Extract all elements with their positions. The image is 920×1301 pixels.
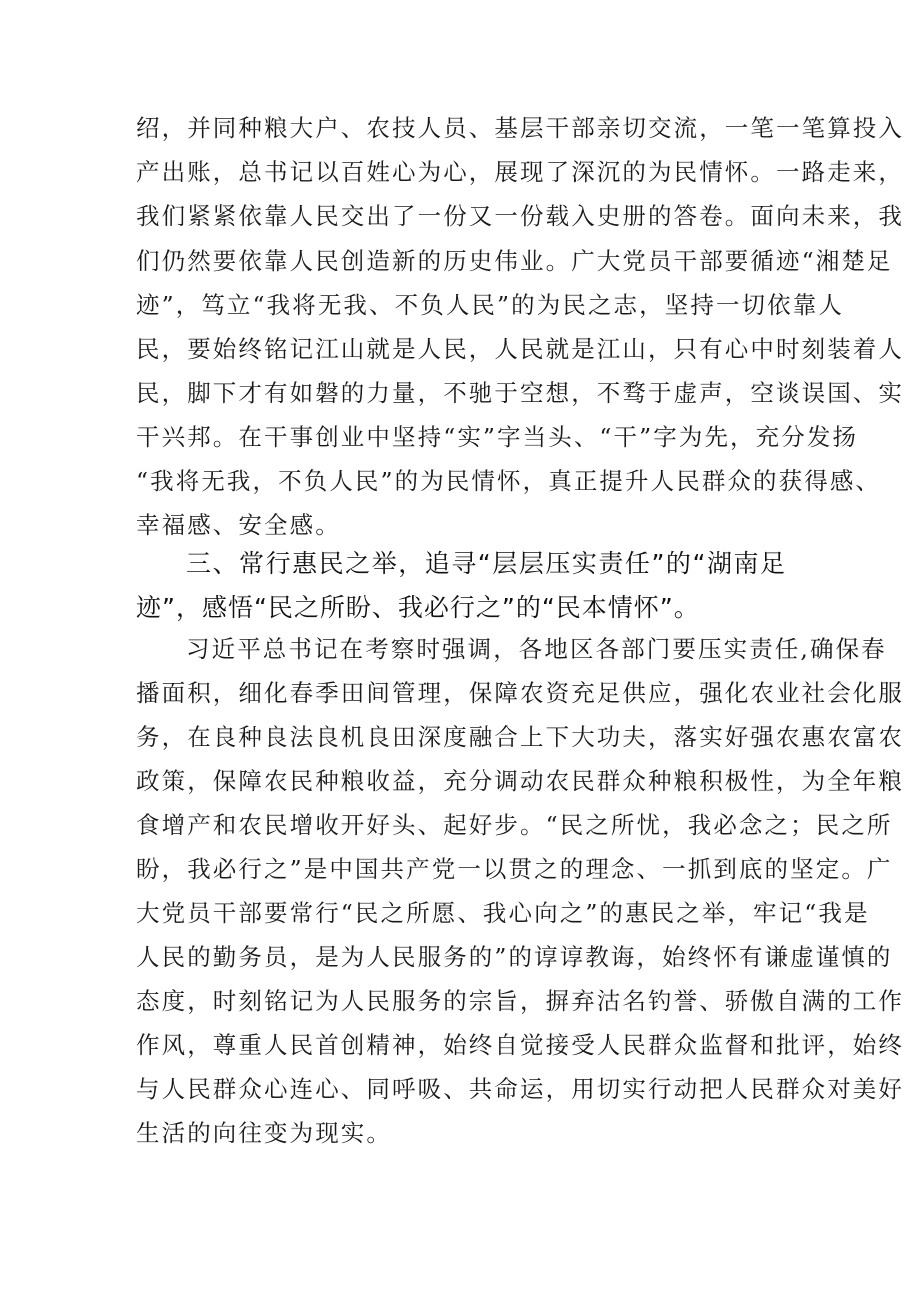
text-line: 生活的向往变为现实。 [136,1119,392,1147]
heading-line: 三、常行惠民之举，追寻“层层压实责任”的“湖南足 [186,549,786,578]
text-line: 态度，时刻铭记为人民服务的宗旨，摒弃沽名钓誉、骄傲自满的工作 [136,987,904,1015]
text-line: 们仍然要依靠人民创造新的历史伟业。广大党员干部要循迹“湘楚足 [136,247,893,275]
text-line: 干兴邦。在干事创业中坚持“实”字当头、“干”字为先，充分发扬 [136,423,859,451]
text-line: 食增产和农民增收开好头、起好步。“民之所忧，我必念之；民之所 [136,811,893,839]
text-line: 盼，我必行之”是中国共产党一以贯之的理念、一抓到底的坚定。广 [136,855,893,883]
text-line: 务，在良种良法良机良田深度融合上下大功夫，落实好强农惠农富农 [136,723,904,751]
text-line: 大党员干部要常行“民之所愿、我心向之”的惠民之举，牢记“我是 [136,899,870,927]
heading-line: 迹”，感悟“民之所盼、我必行之”的“民本情怀”。 [136,593,700,622]
text-line: 政策，保障农民种粮收益，充分调动农民群众种粮积极性，为全年粮 [136,767,904,795]
text-line: 与人民群众心连心、同呼吸、共命运，用切实行动把人民群众对美好 [136,1075,904,1103]
text-line: 绍，并同种粮大户、农技人员、基层干部亲切交流，一笔一笔算投入 [136,114,904,142]
text-line: 我们紧紧依靠人民交出了一份又一份载入史册的答卷。面向未来，我 [136,202,904,230]
text-line: 播面积，细化春季田间管理，保障农资充足供应，强化农业社会化服 [136,679,904,707]
text-line: 迹”，笃立“我将无我、不负人民”的为民之志，坚持一切依靠人 [136,291,844,319]
text-line: 产出账，总书记以百姓心为心，展现了深沉的为民情怀。一路走来， [136,158,904,186]
text-line: 习近平总书记在考察时强调，各地区各部门要压实责任,确保春 [186,635,887,663]
text-line: “我将无我，不负人民”的为民情怀，真正提升人民群众的获得感、 [136,467,882,495]
text-line: 民，脚下才有如磐的力量，不驰于空想，不骛于虚声，空谈误国、实 [136,379,904,407]
text-line: 民，要始终铭记江山就是人民，人民就是江山，只有心中时刻装着人 [136,335,904,363]
text-line: 作风，尊重人民首创精神，始终自觉接受人民群众监督和批评，始终 [136,1031,904,1059]
text-line: 人民的勤务员，是为人民服务的”的谆谆教诲，始终怀有谦虚谨慎的 [136,943,893,971]
text-line: 幸福感、安全感。 [136,511,341,539]
